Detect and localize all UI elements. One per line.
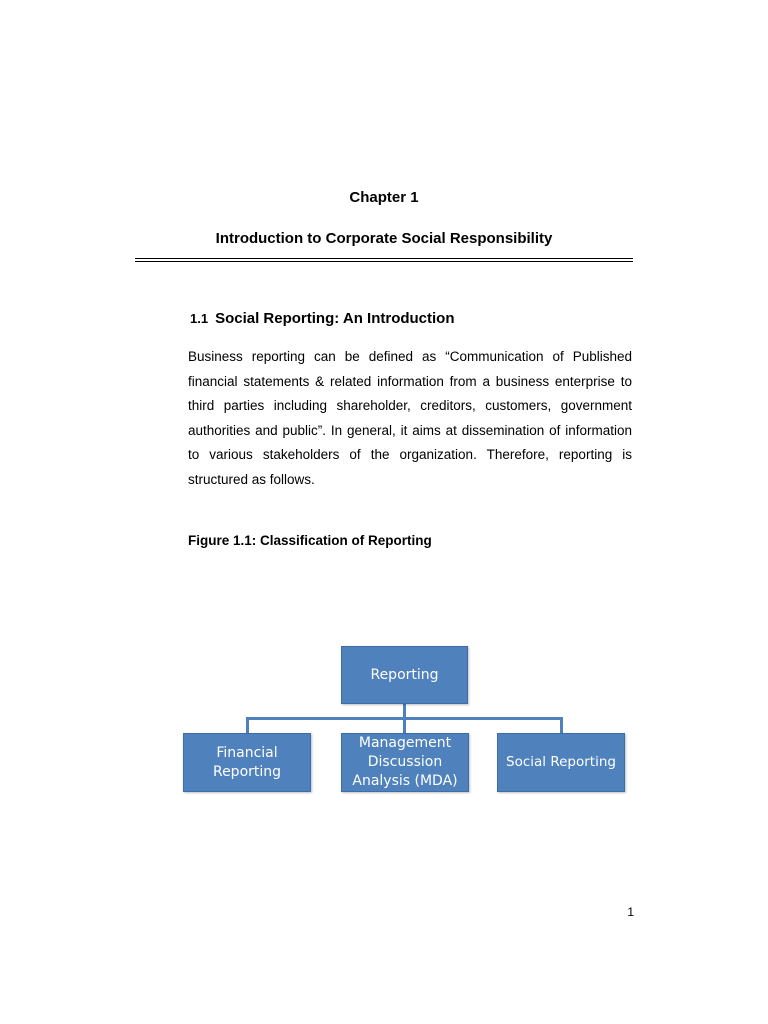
node-line: Reporting (370, 666, 439, 683)
title-divider-bottom (135, 261, 633, 262)
chart-node-social-reporting (497, 733, 625, 792)
section-heading (190, 308, 455, 330)
chart-node-reporting (341, 646, 468, 704)
connector-left-drop (246, 717, 249, 733)
connector-root-stem (403, 704, 406, 718)
node-line: Analysis (MDA) (352, 773, 458, 789)
connector-middle-drop (403, 717, 406, 733)
chapter-title: Introduction to Corporate Social Responsibility (215, 230, 553, 247)
node-line: Financial (216, 744, 278, 761)
section-number: 1.1 (190, 311, 209, 326)
node-line: Discussion (367, 754, 443, 770)
connector-right-drop (560, 717, 563, 733)
chart-node-financial-reporting (183, 733, 311, 792)
figure-caption: Figure 1.1: Classification of Reporting (188, 533, 432, 548)
node-line: Management (358, 735, 452, 751)
page-number: 1 (627, 905, 634, 919)
node-line: Reporting (212, 763, 282, 780)
chapter-label: Chapter 1 (349, 189, 419, 206)
title-divider-top (135, 258, 633, 259)
chart-node-mda (341, 733, 469, 792)
section-title: Social Reporting: An Introduction (215, 310, 455, 327)
node-line: Social Reporting (506, 754, 616, 770)
body-paragraph: Business reporting can be defined as “Communication of Published financial statements & related information from a business enterprise to third parties including shareholder, creditors, customers, government authorities and public”. In general, it aims at dissemination of information to various stakeholders of the organization. Therefore, reporting is structured as follows. (188, 349, 632, 487)
